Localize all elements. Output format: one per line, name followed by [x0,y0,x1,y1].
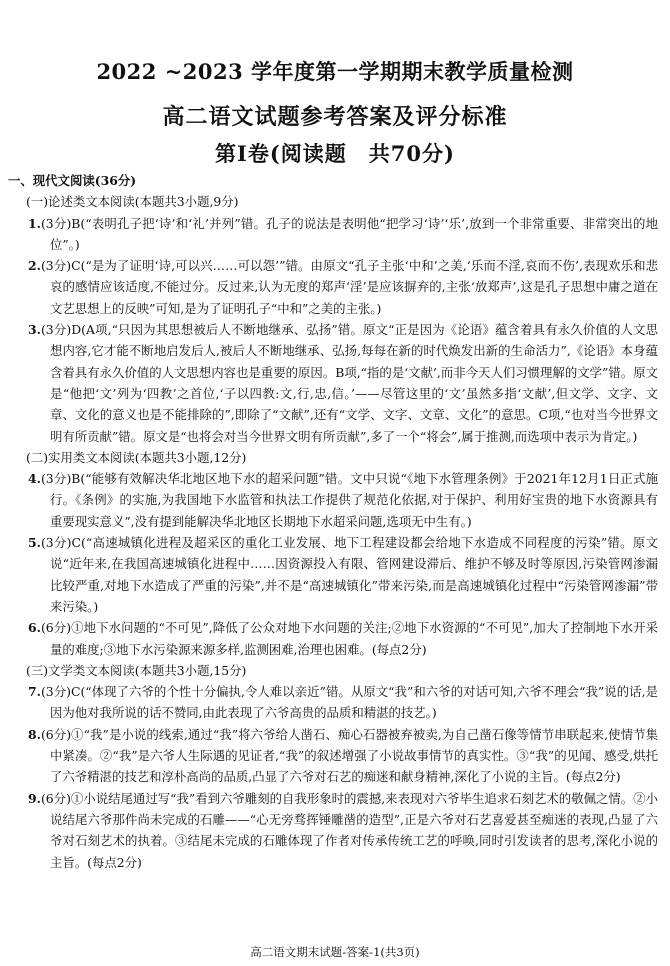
answer-number: 6. [28,620,41,636]
section-heading: 一、现代文阅读(36分) [8,173,137,188]
answer-text: (3分)B(“表明孔子把‘诗’和‘礼’并列”错。孔子的说法是表明他“把学习‘诗’‘乐’,放到一个非常重要、非常突出的地位”。) [40,215,658,252]
answer-content [8,170,658,873]
answer-item-8 [8,724,658,788]
answer-item-2 [8,255,658,319]
answer-number: 8. [28,726,41,742]
subsection-heading-3: (三)文学类文本阅读(本题共3小题,15分) [26,662,247,678]
answer-text: (3分)D(A项,“只因为其思想被后人不断地继承、弘扬”错。原文“正是因为《论语》蕴含着具有永久价值的人文思想内容,它才能不断地启发后人,被后人不断地继承、弘扬,每每在新的时代焕发出新的生命活力”,《论语》本身蕴含着具有永久价值的人文思想内容也是重要的原因。B项,“指的是‘文献’,而非今天人们习惯理解的文学”错。原文是“他把‘文’列为‘四教’之首位,‘子以四教:文,行,忠,信。’——尽管这里的‘文’虽然多指‘文献’,但文学、文字、文章、文化的意义也是不能排除的”,即除了“文献”,还有“文学、文字、文章、文化”的意思。C项,“也对当今世界文明有所贡献”错。原文是“也将会对当今世界文明有所贡献”,多了一个“将会”,属于推测,而选项中表示为肯定。) [40,322,658,444]
answer-item-3 [8,319,658,447]
answer-number: 9. [28,790,41,806]
part-title: 第Ⅰ卷(阅读题 共70分) [215,141,455,166]
page-footer: 高二语文期末试题-答案-1(共3页) [250,945,420,959]
answer-number: 1. [28,215,41,231]
answer-item-4 [8,468,658,532]
answer-text: (6分)①小说结尾通过写“我”看到六爷雕刻的自我形象时的震撼,来表现对六爷毕生追求石刻艺术的敬佩之情。②小说结尾六爷那件尚未完成的石雕——“心无旁骛挥锤雕凿的造型”,正是六爷对石艺喜爱甚至痴迷的表现,凸显了六爷对石刻艺术的执着。③结尾未完成的石雕体现了作者对传承传统工艺的呼唤,同时引发读者的思考,深化小说的主旨。(每点2分) [40,790,658,870]
answer-item-5 [8,532,658,617]
subsection-heading-1: (一)论述类文本阅读(本题共3小题,9分) [26,194,239,210]
answer-text: (3分)C(“是为了证明‘诗,可以兴……可以怨’”错。由原文“孔子主张‘中和’之美,‘乐而不淫,哀而不伤’,表现欢乐和悲哀的感情应该适度,不能过分。反过来,认为无度的郑声‘淫’是应该摒弃的,主张‘放郑声’,这是孔子思想中庸之道在文艺思想上的反映”可知,是为了证明孔子“中和”之美的主张。) [40,258,658,316]
document-title: 高二语文试题参考答案及评分标准 [162,104,508,130]
answer-item-7 [8,681,658,724]
answer-number: 2. [28,258,41,274]
answer-item-6 [8,617,658,660]
answer-text: (6分)①“我”是小说的线索,通过“我”将六爷给人凿石、痴心石器被弃被卖,为自己凿石像等情节串联起来,使情节集中紧凑。②“我”是六爷人生际遇的见证者,“我”的叙述增强了小说故事情节的真实性。③“我”的见闻、感受,烘托了六爷精湛的技艺和淳朴高尚的品质,凸显了六爷对石艺的痴迷和献身精神,深化了小说的主旨。(每点2分) [40,726,658,785]
exam-title: 2022 ~2023 学年度第一学期期末教学质量检测 [96,59,574,84]
answer-number: 5. [28,535,41,551]
answer-number: 3. [28,322,41,338]
answer-number: 4. [28,471,41,487]
answer-item-1 [8,213,658,256]
answer-number: 7. [28,684,41,700]
answer-text: (3分)C(“体现了六爷的个性十分偏执,令人难以亲近”错。从原文“我”和六爷的对话可知,六爷不理会“我”说的话,是因为他对我所说的话不赞同,由此表现了六爷高贵的品质和精湛的技艺。) [40,684,658,721]
answer-text: (3分)B(“能够有效解决华北地区地下水的超采问题”错。文中只说“《地下水管理条例》于2021年12月1日正式施行。《条例》的实施,为我国地下水监管和执法工作提供了规范化依据,对于保护、利用好宝贵的地下水资源具有重要现实意义”,没有提到能解决华北地区长期地下水超采问题,选项无中生有。) [40,471,658,529]
answer-item-9 [8,788,658,873]
answer-text: (6分)①地下水问题的“不可见”,降低了公众对地下水问题的关注;②地下水资源的“不可见”,加大了控制地下水开采量的难度;③地下水污染源来源多样,监测困难,治理也困难。(每点2分) [40,620,658,657]
subsection-heading-2: (二)实用类文本阅读(本题共3小题,12分) [26,449,247,465]
answer-text: (3分)C(“高速城镇化进程及超采区的重化工业发展、地下工程建设都会给地下水造成不同程度的污染”错。原文说“近年来,在我国高速城镇化进程中……因资源投入有限、管网建设滞后、维护不够及时等原因,污染管网渗漏比较严重,对地下水造成了严重的污染”,并不是“高速城镇化”带来污染,而是高速城镇化过程中“污染管网渗漏”带来污染。) [40,535,658,614]
